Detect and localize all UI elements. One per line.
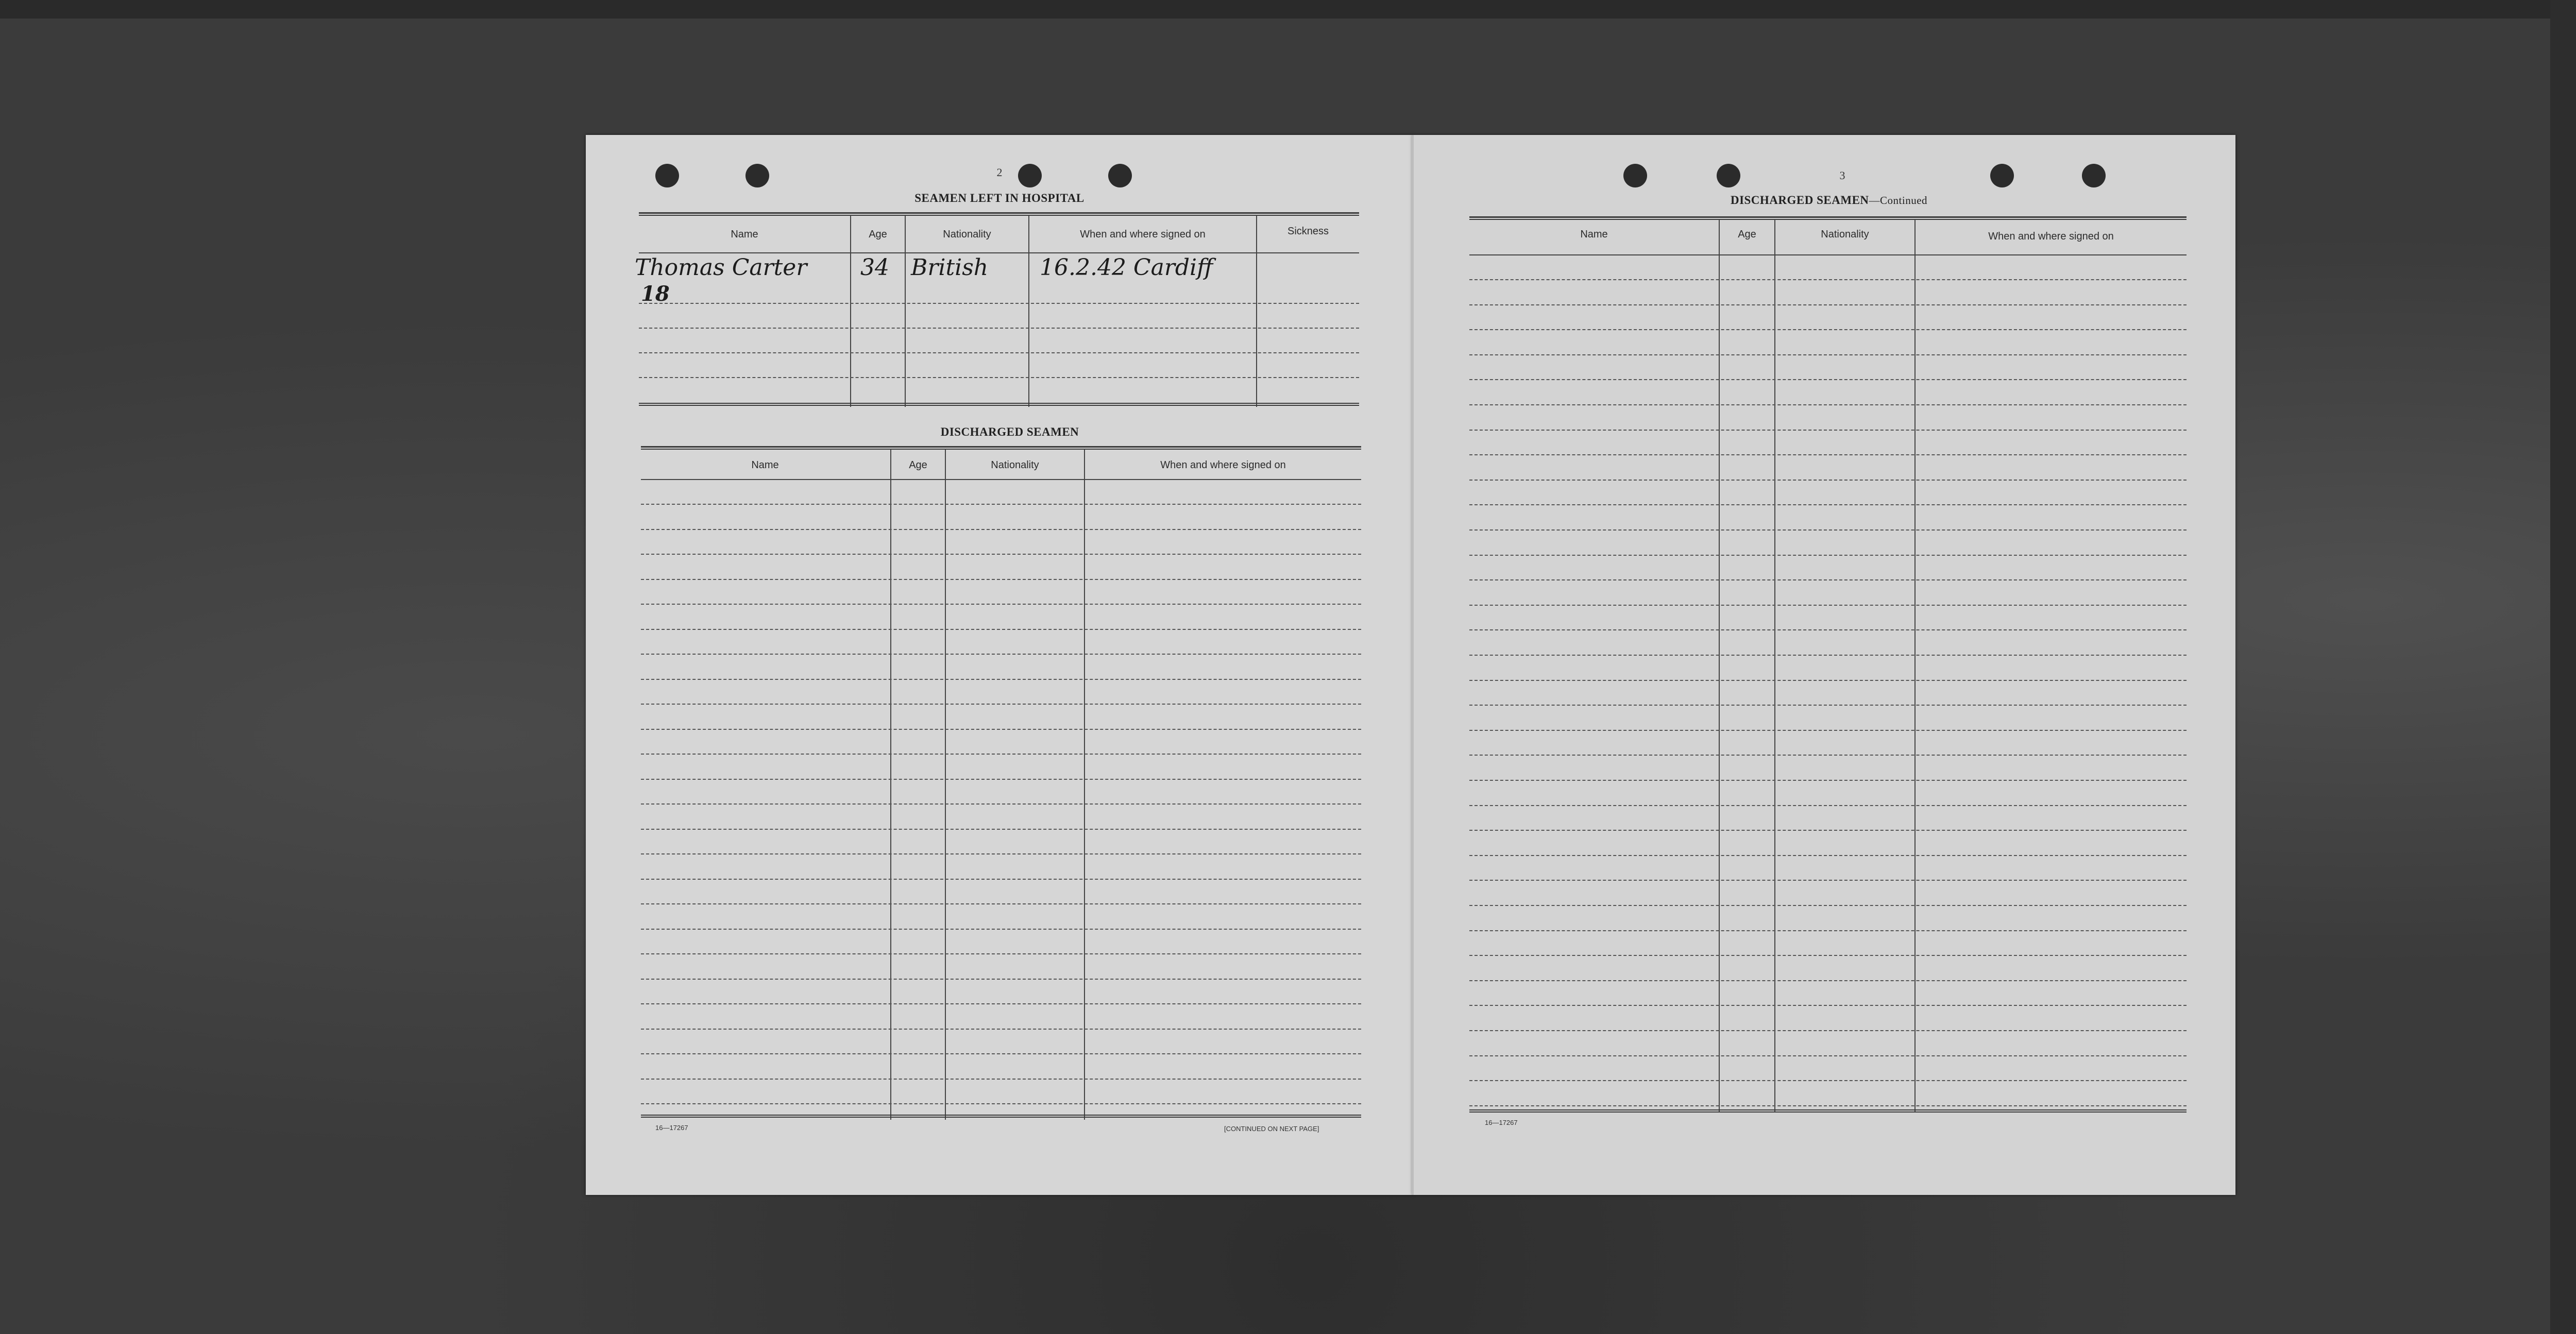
row-rule [641, 729, 1361, 730]
section-title-discharged: DISCHARGED SEAMEN [940, 425, 1079, 438]
punch-hole [2082, 164, 2106, 187]
row-rule [641, 1003, 1361, 1004]
row-rule [641, 1103, 1361, 1104]
row-rule [641, 529, 1361, 530]
row-rule [1469, 480, 2187, 481]
row-rule [1469, 279, 2187, 280]
row-rule [641, 1079, 1361, 1080]
header-underline [641, 479, 1361, 480]
entry-nationality: British [911, 254, 989, 281]
row-rule [641, 654, 1361, 655]
row-rule [641, 579, 1361, 580]
row-rule [1469, 1055, 2187, 1056]
row-rule [1469, 529, 2187, 531]
header-underline [639, 252, 1359, 253]
row-rule [641, 629, 1361, 630]
column-header-signed-on: When and where signed on [1080, 229, 1206, 240]
row-rule [1469, 1005, 2187, 1006]
row-rule [1469, 555, 2187, 556]
table-bottom-rule [1469, 1109, 2187, 1113]
section-title-hospital: SEAMEN LEFT IN HOSPITAL [914, 192, 1084, 204]
punch-hole [1108, 164, 1132, 187]
column-divider [850, 215, 851, 407]
form-number: 16—17267 [1485, 1119, 1518, 1126]
row-rule [1469, 504, 2187, 505]
column-header-signed-on: When and where signed on [1160, 459, 1286, 471]
row-rule [1469, 780, 2187, 781]
row-rule [639, 303, 1359, 304]
discharged-table-left [641, 446, 1361, 1119]
page-number: 3 [1839, 169, 1845, 182]
punch-hole [655, 164, 679, 187]
column-header-age: Age [1738, 229, 1756, 240]
row-rule [1469, 855, 2187, 856]
row-rule [1469, 905, 2187, 906]
table-bottom-rule [641, 1115, 1361, 1118]
section-title-discharged-continued [1664, 194, 1994, 207]
hospital-table [635, 212, 1359, 411]
row-rule [641, 754, 1361, 755]
column-divider [905, 215, 906, 407]
row-rule [641, 803, 1361, 805]
row-rule [1469, 379, 2187, 380]
row-rule [1469, 955, 2187, 956]
row-rule [641, 829, 1361, 830]
column-header-nationality: Nationality [991, 459, 1039, 471]
scan-right-border [2550, 0, 2576, 1334]
scan-top-border [0, 0, 2576, 19]
row-rule [1469, 705, 2187, 706]
column-divider [1914, 219, 1916, 1111]
column-header-nationality: Nationality [943, 229, 991, 240]
row-rule [641, 879, 1361, 880]
entry-signed-on: 16.2.42 Cardiff [1040, 254, 1213, 281]
row-rule [641, 903, 1361, 904]
row-rule [641, 1053, 1361, 1054]
column-divider [1084, 449, 1085, 1120]
row-rule [1469, 1080, 2187, 1081]
section-title-text: DISCHARGED SEAMEN [1730, 194, 1869, 207]
column-divider [1719, 219, 1720, 1111]
row-rule [639, 377, 1359, 378]
entry-age: 34 [860, 254, 889, 281]
row-rule [641, 504, 1361, 505]
page-number: 2 [996, 166, 1003, 179]
row-rule [1469, 805, 2187, 806]
row-rule [1469, 830, 2187, 831]
continued-note: [CONTINUED ON NEXT PAGE] [1224, 1125, 1319, 1133]
column-divider [1774, 219, 1775, 1111]
column-divider [945, 449, 946, 1120]
row-rule [641, 679, 1361, 680]
column-header-signed-on: When and where signed on [1988, 231, 2114, 242]
punch-hole [1717, 164, 1740, 187]
form-number: 16—17267 [655, 1124, 688, 1132]
row-rule [639, 352, 1359, 353]
row-rule [1469, 730, 2187, 731]
row-rule [641, 779, 1361, 780]
row-rule [1469, 579, 2187, 580]
column-divider [1256, 215, 1257, 407]
row-rule [641, 929, 1361, 930]
column-header-name: Name [731, 229, 758, 240]
row-rule [1469, 980, 2187, 981]
table-top-rule [1469, 216, 2187, 220]
row-rule [1469, 629, 2187, 630]
row-rule [1469, 680, 2187, 681]
row-rule [1469, 404, 2187, 405]
punch-hole [745, 164, 769, 187]
page-fold [1412, 135, 1414, 1195]
row-rule [641, 979, 1361, 980]
row-rule [1469, 354, 2187, 355]
row-rule [641, 604, 1361, 605]
row-rule [1469, 755, 2187, 756]
row-rule [1469, 655, 2187, 656]
table-top-rule [641, 446, 1361, 450]
discharged-table-right [1469, 216, 2187, 1115]
entry-name: Thomas Carter [635, 254, 807, 281]
row-rule [1469, 304, 2187, 305]
column-header-nationality: Nationality [1821, 229, 1869, 240]
row-rule [1469, 454, 2187, 455]
punch-hole [1990, 164, 2014, 187]
punch-hole [1018, 164, 1042, 187]
column-header-sickness: Sickness [1287, 226, 1329, 237]
punch-hole [1623, 164, 1647, 187]
column-header-age: Age [909, 459, 927, 471]
row-rule [1469, 1030, 2187, 1031]
section-title-suffix: —Continued [1869, 194, 1928, 207]
column-divider [1028, 215, 1029, 407]
row-rule [1469, 930, 2187, 931]
row-rule [641, 704, 1361, 705]
row-rule [641, 853, 1361, 854]
entry-name-note: 18 [641, 282, 670, 306]
row-rule [641, 953, 1361, 954]
table-bottom-rule [639, 403, 1359, 406]
header-underline [1469, 254, 2187, 255]
column-header-name: Name [1580, 229, 1608, 240]
row-rule [639, 328, 1359, 329]
column-header-age: Age [869, 229, 887, 240]
row-rule [1469, 1105, 2187, 1106]
row-rule [1469, 880, 2187, 881]
table-top-rule [639, 212, 1359, 216]
row-rule [1469, 430, 2187, 431]
row-rule [1469, 329, 2187, 330]
row-rule [641, 554, 1361, 555]
row-rule [641, 1029, 1361, 1030]
column-divider [890, 449, 891, 1120]
column-header-name: Name [751, 459, 779, 471]
row-rule [1469, 605, 2187, 606]
